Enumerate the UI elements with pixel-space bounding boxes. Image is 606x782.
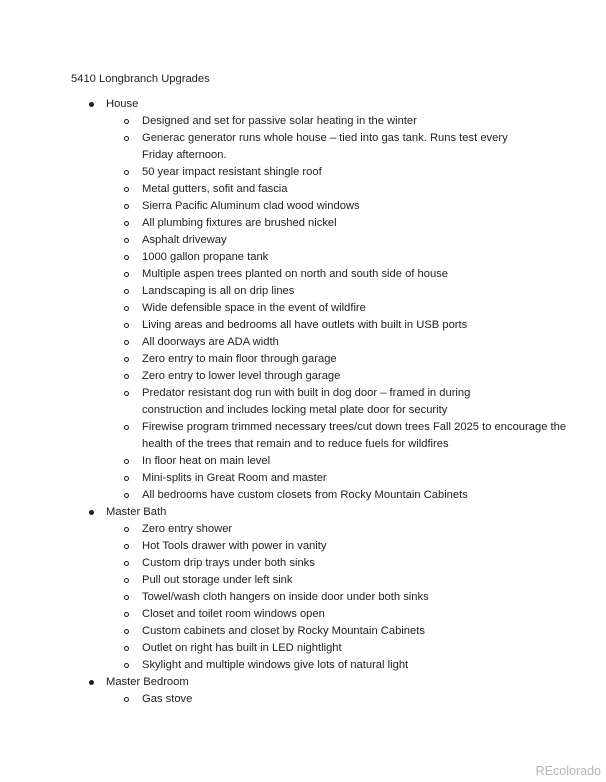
list-item: Closet and toilet room windows open	[0, 606, 606, 623]
bullet-disc-icon	[89, 510, 94, 515]
bullet-disc-icon	[89, 102, 94, 107]
list-item: All plumbing fixtures are brushed nickel	[0, 215, 606, 232]
list-item: Asphalt driveway	[0, 232, 606, 249]
bullet-circle-icon	[124, 697, 129, 702]
list-item: Predator resistant dog run with built in dog door – framed in during construction and includes locking metal plate door for security	[0, 385, 606, 419]
section-header	[0, 96, 606, 113]
list-item: All doorways are ADA width	[0, 334, 606, 351]
section-house	[0, 96, 606, 504]
bullet-circle-icon	[124, 306, 129, 311]
section-header	[0, 504, 606, 521]
list-item: Hot Tools drawer with power in vanity	[0, 538, 606, 555]
bullet-circle-icon	[124, 323, 129, 328]
list-item: Wide defensible space in the event of wildfire	[0, 300, 606, 317]
bullet-circle-icon	[124, 221, 129, 226]
bullet-circle-icon	[124, 663, 129, 668]
section-master-bedroom	[0, 674, 606, 708]
bullet-circle-icon	[124, 612, 129, 617]
item-list	[0, 113, 606, 504]
bullet-circle-icon	[124, 340, 129, 345]
list-item: 1000 gallon propane tank	[0, 249, 606, 266]
document-title: 5410 Longbranch Upgrades	[71, 73, 210, 85]
section-header	[0, 674, 606, 691]
list-item: Custom drip trays under both sinks	[0, 555, 606, 572]
bullet-circle-icon	[124, 187, 129, 192]
bullet-circle-icon	[124, 425, 129, 430]
bullet-circle-icon	[124, 459, 129, 464]
list-item: Zero entry to main floor through garage	[0, 351, 606, 368]
section-label: Master Bath	[106, 506, 167, 518]
section-label: House	[106, 98, 139, 110]
list-item: Outlet on right has built in LED nightlight	[0, 640, 606, 657]
list-item: Metal gutters, sofit and fascia	[0, 181, 606, 198]
list-item: Generac generator runs whole house – tied into gas tank. Runs test every Friday afternoon.	[0, 130, 606, 164]
bullet-circle-icon	[124, 578, 129, 583]
list-item: Designed and set for passive solar heating in the winter	[0, 113, 606, 130]
list-item: Zero entry to lower level through garage	[0, 368, 606, 385]
list-item: In floor heat on main level	[0, 453, 606, 470]
bullet-circle-icon	[124, 527, 129, 532]
bullet-circle-icon	[124, 357, 129, 362]
list-item: Living areas and bedrooms all have outlets with built in USB ports	[0, 317, 606, 334]
bullet-disc-icon	[89, 680, 94, 685]
watermark: REcolorado	[535, 764, 601, 778]
bullet-circle-icon	[124, 544, 129, 549]
list-item: Skylight and multiple windows give lots of natural light	[0, 657, 606, 674]
list-item: 50 year impact resistant shingle roof	[0, 164, 606, 181]
list-item: Multiple aspen trees planted on north and south side of house	[0, 266, 606, 283]
list-item: Gas stove	[0, 691, 606, 708]
list-item: Firewise program trimmed necessary trees/cut down trees Fall 2025 to encourage the health of the trees that remain and to reduce fuels for wildfires	[0, 419, 606, 453]
bullet-circle-icon	[124, 289, 129, 294]
bullet-circle-icon	[124, 374, 129, 379]
list-item: Mini-splits in Great Room and master	[0, 470, 606, 487]
bullet-circle-icon	[124, 561, 129, 566]
bullet-circle-icon	[124, 119, 129, 124]
item-list	[0, 691, 606, 708]
bullet-circle-icon	[124, 238, 129, 243]
list-item: Zero entry shower	[0, 521, 606, 538]
section-label: Master Bedroom	[106, 676, 189, 688]
bullet-circle-icon	[124, 646, 129, 651]
bullet-circle-icon	[124, 493, 129, 498]
item-list	[0, 521, 606, 674]
bullet-circle-icon	[124, 272, 129, 277]
list-item: All bedrooms have custom closets from Rocky Mountain Cabinets	[0, 487, 606, 504]
list-item: Landscaping is all on drip lines	[0, 283, 606, 300]
list-item: Sierra Pacific Aluminum clad wood windows	[0, 198, 606, 215]
bullet-circle-icon	[124, 255, 129, 260]
bullet-circle-icon	[124, 391, 129, 396]
list-item: Pull out storage under left sink	[0, 572, 606, 589]
bullet-circle-icon	[124, 136, 129, 141]
section-master-bath	[0, 504, 606, 674]
bullet-circle-icon	[124, 595, 129, 600]
bullet-circle-icon	[124, 476, 129, 481]
list-item: Custom cabinets and closet by Rocky Mountain Cabinets	[0, 623, 606, 640]
bullet-circle-icon	[124, 204, 129, 209]
bullet-circle-icon	[124, 170, 129, 175]
bullet-circle-icon	[124, 629, 129, 634]
section-list	[0, 96, 606, 708]
list-item: Towel/wash cloth hangers on inside door under both sinks	[0, 589, 606, 606]
